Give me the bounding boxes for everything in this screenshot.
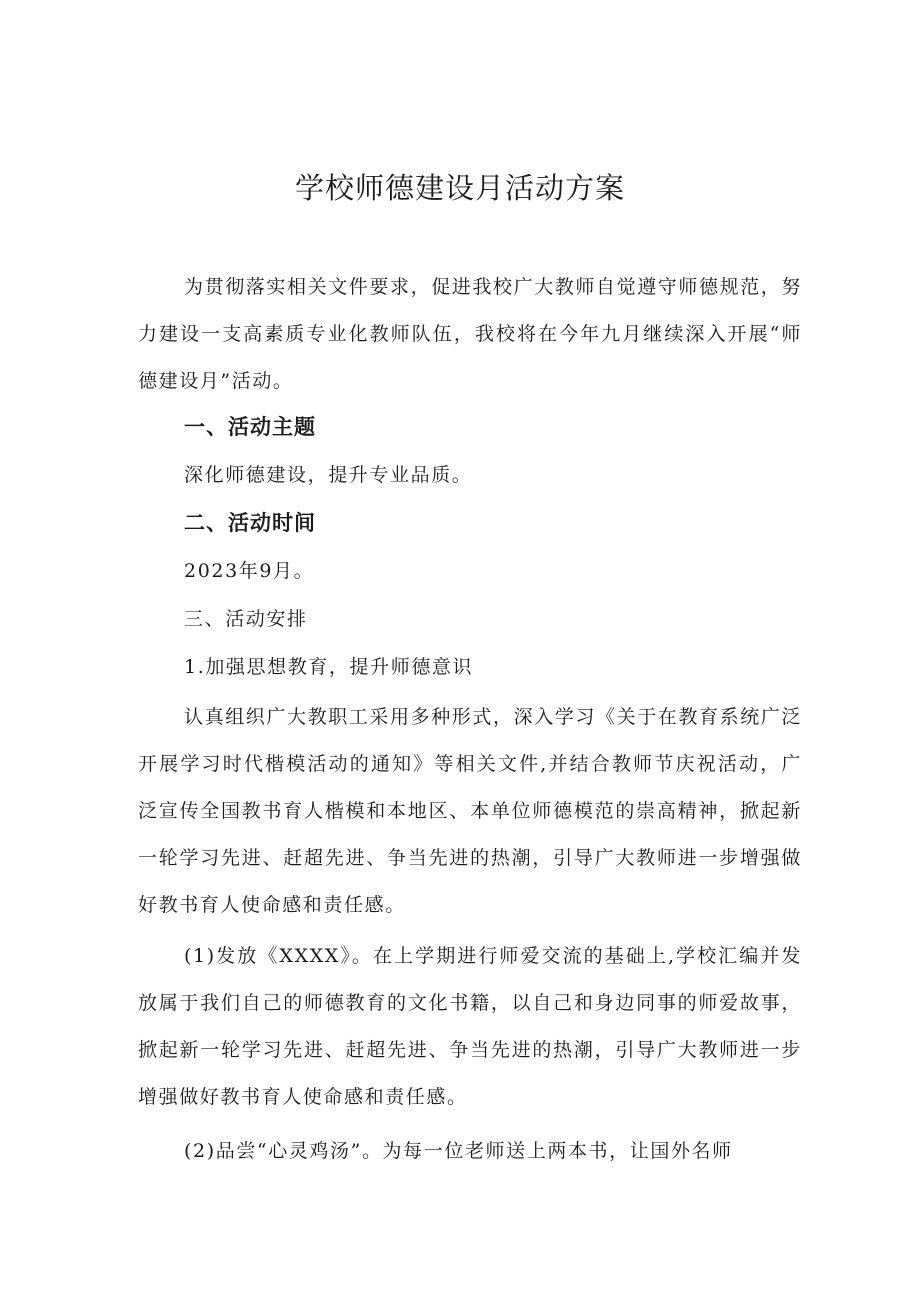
- section-heading-theme: 一、活动主题: [184, 415, 316, 439]
- document-title: 学校师德建设月活动方案: [294, 171, 625, 205]
- section-body-theme: 深化师德建设，提升专业品质。: [184, 464, 473, 486]
- list-item-soul-soup: (2)品尝“心灵鸡汤”。为每一位老师送上两本书，让国外名师: [184, 1140, 733, 1162]
- section-heading-time: 二、活动时间: [184, 511, 316, 535]
- intro-paragraph: 为贯彻落实相关文件要求，促进我校广大教师自觉遵守师德规范，努力建设一支高素质专业化教师队伍，我校将在今年九月继续深入开展“师德建设月”活动。: [138, 276, 803, 392]
- list-item-distribute-book: (1)发放《XXXX》。在上学期进行师爱交流的基础上,学校汇编并发放属于我们自己的师德教育的文化书籍，以自己和身边同事的师爱故事，掀起新一轮学习先进、赶超先进、争当先进的热潮，引导广大教师进一步增强做好教书育人使命感和责任感。: [138, 945, 802, 1108]
- section-heading-arrangement: 三、活动安排: [184, 608, 308, 630]
- subsection-heading-education: 1.加强思想教育，提升师德意识: [184, 656, 474, 678]
- subsection-body-education: 认真组织广大教职工采用多种形式，深入学习《关于在教育系统广泛开展学习时代楷模活动的通知》等相关文件,并结合教师节庆祝活动，广泛宣传全国教书育人楷模和本地区、本单位师德模范的崇高精神，掀起新一轮学习先进、赶超先进、争当先进的热潮，引导广大教师进一步增强做好教书育人使命感和责任感。: [138, 706, 803, 916]
- section-body-time: 2023年9月。: [184, 560, 315, 582]
